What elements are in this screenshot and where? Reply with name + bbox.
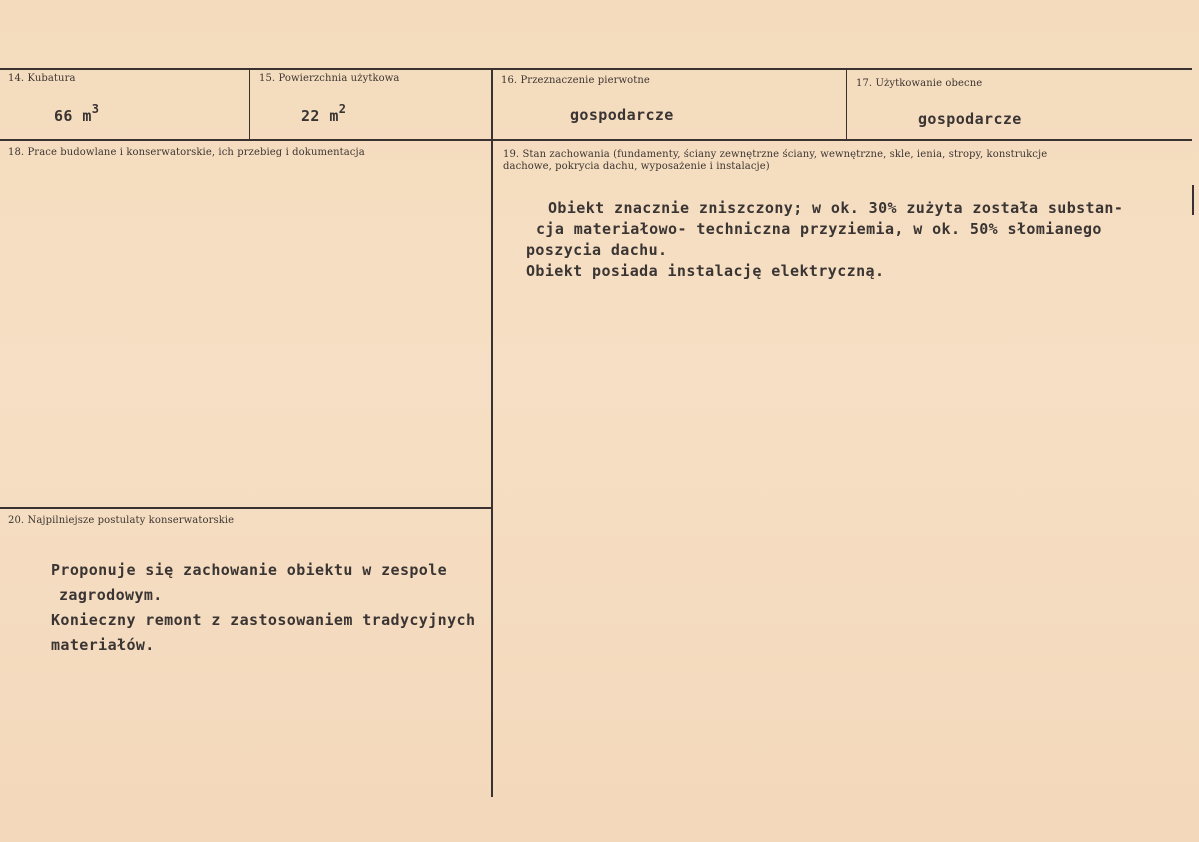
postulaty-line-2: zagrodowym. [59, 586, 163, 604]
stan-text [526, 198, 1123, 282]
col-divider-1 [249, 69, 250, 140]
col-divider-2 [491, 69, 493, 797]
uzytkowanie-value: gospodarcze [918, 110, 1022, 128]
powierzchnia-value [301, 102, 346, 125]
stan-label: 19. Stan zachowania (fundamenty, ściany zewnętrzne ściany, wewnętrzne, skle, ienia, stropy, konstrukcje dachowe, pokrycia dachu, wyposażenie i instalacje) [503, 149, 1048, 172]
postulaty-label: 20. Najpilniejsze postulaty konserwatorskie [8, 515, 235, 526]
postulaty-line-3: Konieczny remont z zastosowaniem tradycyjnych [51, 611, 476, 629]
stan-line-1: Obiekt znacznie zniszczony; w ok. 30% zużyta została substan- [548, 199, 1124, 217]
stan-line-4: Obiekt posiada instalację elektryczną. [526, 262, 885, 280]
row1-bottom-line [0, 139, 1192, 141]
uzytkowanie-label: 17. Użytkowanie obecne [856, 78, 983, 89]
stan-line-3: poszycia dachu. [526, 241, 668, 259]
col-divider-3 [846, 69, 847, 140]
row2-divider-line [0, 507, 492, 509]
kubatura-unit: m [82, 107, 92, 125]
kubatura-label: 14. Kubatura [8, 73, 76, 84]
top-border-line [0, 68, 1192, 70]
stan-line-2: cja materiałowo- techniczna przyziemia, w ok. 50% słomianego [536, 220, 1102, 238]
postulaty-line-1: Proponuje się zachowanie obiektu w zespole [51, 561, 448, 579]
right-edge-mark [1192, 185, 1194, 215]
przeznaczenie-label: 16. Przeznaczenie pierwotne [501, 75, 650, 86]
kubatura-unit-exponent: 3 [91, 102, 100, 116]
przeznaczenie-value: gospodarcze [570, 106, 674, 124]
powierzchnia-unit: m [329, 107, 339, 125]
postulaty-line-4: materiałów. [51, 636, 155, 654]
postulaty-text [51, 558, 475, 658]
prace-label: 18. Prace budowlane i konserwatorskie, ich przebieg i dokumentacja [8, 147, 365, 158]
kubatura-value [54, 102, 99, 125]
powierzchnia-label: 15. Powierzchnia użytkowa [259, 73, 400, 84]
powierzchnia-number: 22 [301, 107, 320, 125]
kubatura-number: 66 [54, 107, 73, 125]
powierzchnia-unit-exponent: 2 [338, 102, 347, 116]
